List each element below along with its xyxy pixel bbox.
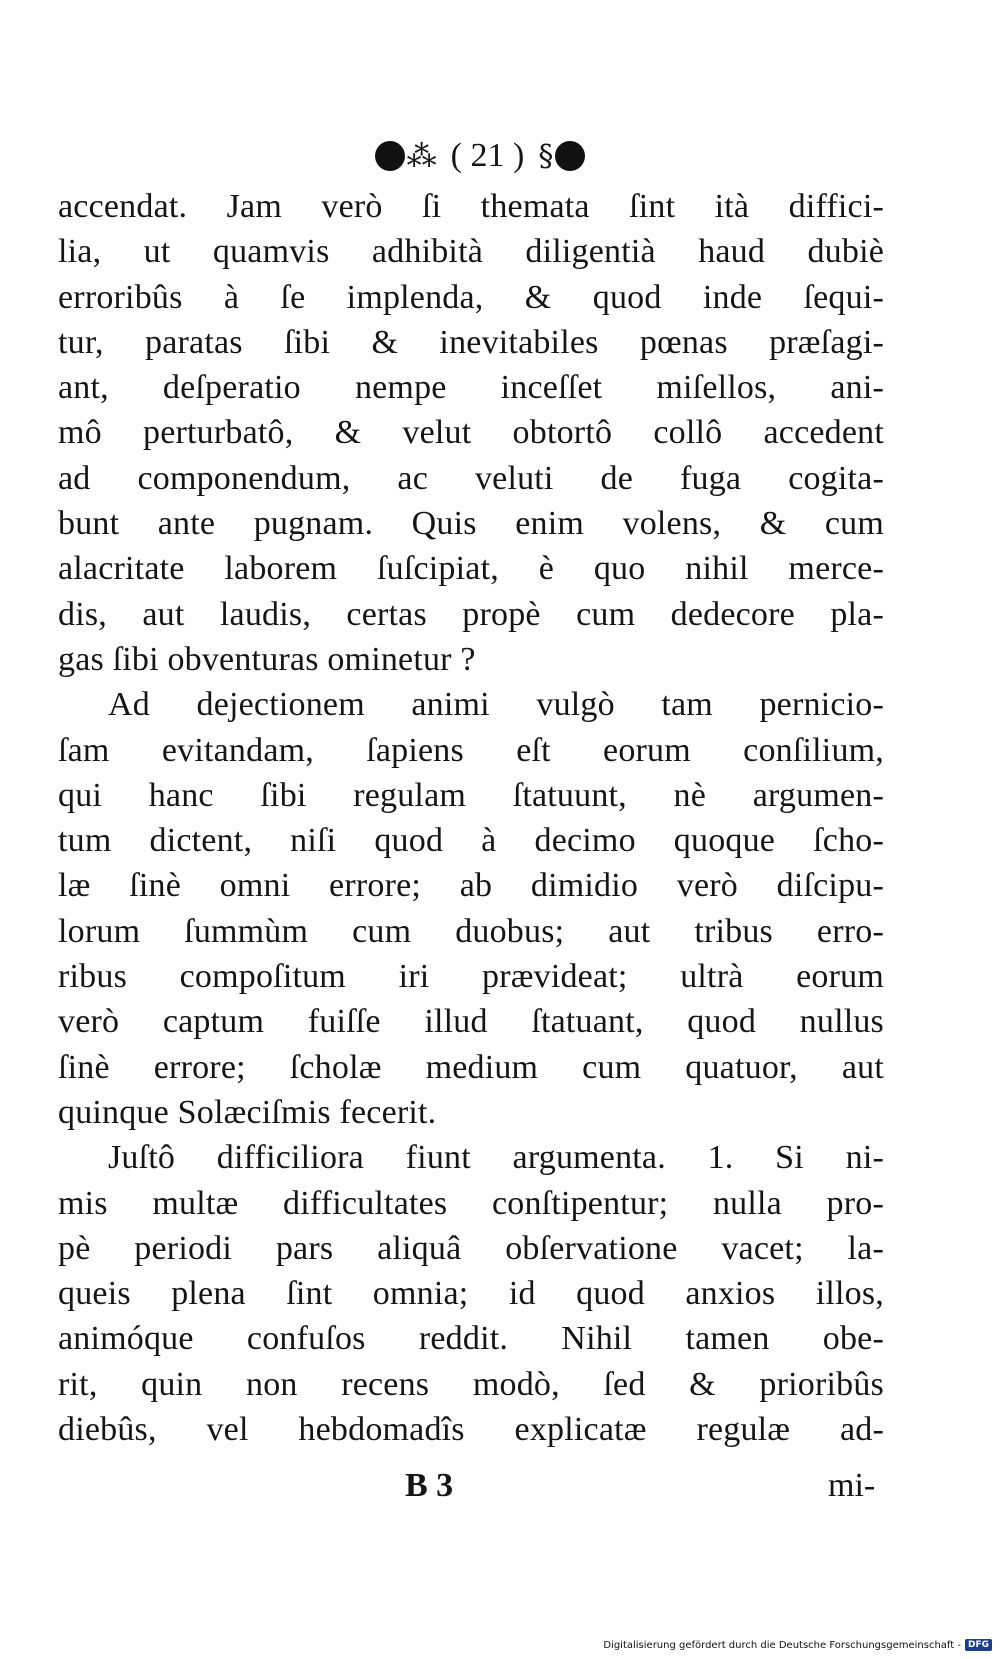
text-line: ad componendum, ac veluti de fuga cogita- bbox=[58, 459, 884, 497]
body-text bbox=[58, 184, 884, 1452]
text-line: mis multæ difficultates conſtipentur; nulla pro- bbox=[58, 1184, 884, 1222]
text-line: erroribûs à ſe implenda, & quod inde ſequi- bbox=[58, 278, 884, 316]
signature-mark: B 3 bbox=[405, 1467, 454, 1504]
text-line: lia, ut quamvis adhibità diligentià haud dubiè bbox=[58, 233, 884, 271]
text-line: læ ſinè omni errore; ab dimidio verò diſcipu- bbox=[58, 867, 884, 905]
text-line: ribus compoſitum iri prævideat; ultrà eorum bbox=[58, 958, 884, 996]
running-head bbox=[340, 128, 620, 184]
ornament-right-glyph: § bbox=[538, 138, 554, 174]
text-line: rit, quin non recens modò, ſed & prioribûs bbox=[58, 1365, 884, 1403]
ornament-left-glyph: ⁂ bbox=[406, 138, 437, 174]
text-line: bunt ante pugnam. Quis enim volens, & cum bbox=[58, 505, 884, 543]
text-line: ſam evitandam, ſapiens eſt eorum conſilium, bbox=[58, 731, 884, 769]
catchword: mi- bbox=[828, 1467, 876, 1504]
text-line: pè periodi pars aliquâ obſervatione vacet; la- bbox=[58, 1229, 884, 1267]
text-line: gas ſibi obventuras ominetur ? bbox=[58, 640, 476, 678]
text-line: quinque Solæciſmis fecerit. bbox=[58, 1093, 437, 1131]
text-line: alacritate laborem ſuſcipiat, è quo nihil merce- bbox=[58, 550, 884, 588]
ornament-right-icon bbox=[555, 141, 585, 171]
text-line: accendat. Jam verò ſi themata ſint ità diffici- bbox=[58, 188, 884, 225]
text-line: queis plena ſint omnia; id quod anxios illos, bbox=[58, 1275, 884, 1313]
text-line: tum dictent, niſi quod à decimo quoque ſcho- bbox=[58, 822, 884, 860]
credit-text: Digitalisierung gefördert durch die Deutsche Forschungsgemeinschaft - bbox=[603, 1639, 961, 1651]
text-line: Juſtô difficiliora fiunt argumenta. 1. Si ni- bbox=[108, 1139, 884, 1177]
text-line: tur, paratas ſibi & inevitabiles pœnas præſagi- bbox=[58, 323, 884, 361]
text-line: verò captum fuiſſe illud ſtatuant, quod nullus bbox=[58, 1003, 884, 1041]
ornament-left-icon bbox=[375, 141, 405, 171]
text-line: Ad dejectionem animi vulgò tam pernicio- bbox=[108, 686, 884, 724]
text-line: mô perturbatô, & velut obtortô collô accedent bbox=[58, 414, 884, 452]
page-number: ( 21 ) bbox=[450, 137, 525, 174]
digitization-credit bbox=[603, 1639, 992, 1651]
dfg-logo-icon: DFG bbox=[965, 1639, 992, 1651]
text-line: diebûs, vel hebdomadîs explicatæ regulæ ad- bbox=[58, 1411, 884, 1449]
text-line: ant, deſperatio nempe inceſſet miſellos, ani- bbox=[58, 369, 884, 407]
text-line: qui hanc ſibi regulam ſtatuunt, nè argumen- bbox=[58, 776, 884, 814]
text-line: ſinè errore; ſcholæ medium cum quatuor, aut bbox=[58, 1048, 884, 1086]
text-line: dis, aut laudis, certas propè cum dedecore pla- bbox=[58, 595, 884, 633]
text-line: animóque confuſos reddit. Nihil tamen obe- bbox=[58, 1320, 884, 1358]
text-line: lorum ſummùm cum duobus; aut tribus erro- bbox=[58, 912, 884, 950]
